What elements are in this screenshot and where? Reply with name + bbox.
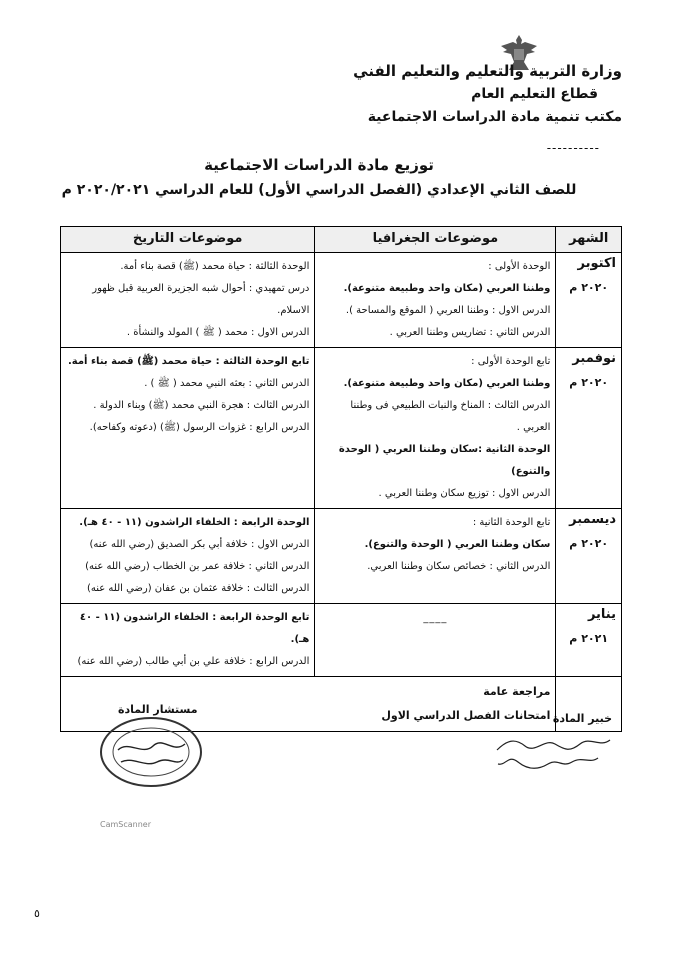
history-cell — [61, 604, 315, 677]
month-year: ٢٠٢٠ م — [569, 281, 609, 294]
history-cell — [61, 253, 315, 348]
geo-line: الدرس الثالث : المناخ والنبات الطبيعي فى وطننا العربي . — [350, 400, 551, 433]
geo-line: وطننا العربي (مكان واحد وطبيعة متنوعة). — [343, 283, 551, 294]
table-row — [61, 604, 622, 677]
ministry-name: وزارة التربية والتعليم والتعليم الفني — [353, 62, 622, 80]
hist-line: الوحدة الثالثة : حياة محمد (ﷺ) قصة بناء أمة. — [120, 261, 310, 272]
geo-line: الدرس الثاني : خصائص سكان وطننا العربي. — [367, 561, 551, 572]
hist-line: الدرس الاول : محمد ( ﷺ ) المولد والنشأة . — [126, 327, 310, 338]
geo-line: تابع الوحدة الثانية : — [472, 517, 551, 528]
ministry-header — [353, 60, 622, 129]
hist-line: الدرس الرابع : خلافة علي بن أبي طالب (رضي الله عنه) — [77, 656, 310, 667]
geo-line: تابع الوحدة الأولى : — [471, 356, 551, 367]
month-name: يناير — [587, 607, 616, 622]
month-name: نوفمبر — [572, 351, 616, 366]
hist-line: الوحدة الرابعة : الخلفاء الراشدون (١١ - ٤٠ هـ). — [79, 517, 310, 528]
geo-line: الدرس الاول : توزيع سكان وطننا العربي . — [378, 488, 551, 499]
page-number: ٥ — [34, 907, 40, 920]
month-name: ديسمبر — [569, 512, 616, 527]
schedule-table — [60, 226, 622, 732]
hist-line: الدرس الرابع : غزوات الرسول (ﷺ) (دعوته وكفاحه). — [89, 422, 310, 433]
header-history: موضوعات التاريخ — [61, 227, 315, 253]
document-subtitle: للصف الثاني الإعدادي (الفصل الدراسي الأول) للعام الدراسي ٢٠٢٠/٢٠٢١ م — [61, 182, 577, 198]
hist-line: تابع الوحدة الرابعة : الخلفاء الراشدون (١١ - ٤٠ هـ). — [79, 612, 310, 645]
hist-line: درس تمهيدي : أحوال شبه الجزيرة العربية قبل ظهور الاسلام. — [92, 283, 310, 316]
history-cell — [61, 348, 315, 509]
geography-cell — [315, 348, 556, 509]
hist-line: الدرس الاول : خلافة أبي بكر الصديق (رضي الله عنه) — [89, 539, 310, 550]
sector-name: قطاع التعليم العام — [471, 86, 598, 102]
hist-line: تابع الوحدة الثالثة : حياة محمد (ﷺ) قصة بناء أمة. — [67, 356, 310, 367]
month-year: ٢٠٢٠ م — [569, 537, 609, 550]
scanner-watermark: CamScanner — [100, 820, 152, 829]
separator: ---------- — [546, 141, 600, 155]
geography-cell — [315, 604, 556, 677]
table-row — [61, 348, 622, 509]
month-year: ٢٠٢١ م — [569, 632, 609, 645]
geo-line: سكان وطننا العربي ( الوحدة والتنوع). — [364, 539, 551, 550]
geo-line: وطننا العربي (مكان واحد وطبيعة متنوعة). — [343, 378, 551, 389]
document-title: توزيع مادة الدراسات الاجتماعية — [204, 156, 434, 174]
table-row — [61, 253, 622, 348]
geo-empty-dash: ____ — [423, 613, 448, 624]
month-cell — [556, 604, 622, 677]
month-cell — [556, 348, 622, 509]
hist-line: الدرس الثاني : بعثه النبي محمد ( ﷺ ) . — [144, 378, 310, 389]
hist-line: الدرس الثالث : خلافة عثمان بن عفان (رضي الله عنه) — [86, 583, 310, 594]
month-name: اكتوبر — [577, 256, 616, 271]
expert-signatures — [420, 728, 620, 776]
expert-label: خبير المادة — [552, 712, 612, 725]
month-cell — [556, 253, 622, 348]
header-geography: موضوعات الجغرافيا — [315, 227, 556, 253]
table-header-row — [61, 227, 622, 253]
office-name: مكتب تنمية مادة الدراسات الاجتماعية — [367, 109, 622, 125]
history-cell — [61, 509, 315, 604]
geo-line: الدرس الاول : وطننا العربي ( الموقع والمساحة ). — [345, 305, 551, 316]
geography-cell — [315, 509, 556, 604]
geo-line: الوحدة الأولى : — [488, 261, 551, 272]
geography-cell — [315, 253, 556, 348]
month-year: ٢٠٢٠ م — [569, 376, 609, 389]
month-cell — [556, 509, 622, 604]
hist-line: الدرس الثالث : هجرة النبي محمد (ﷺ) وبناء الدولة . — [93, 400, 310, 411]
review-line: مراجعة عامة — [483, 685, 551, 698]
hist-line: الدرس الثاني : خلافة عمر بن الخطاب (رضي الله عنه) — [85, 561, 310, 572]
review-line: امتحانات الفصل الدراسي الاول — [381, 709, 551, 722]
table-row — [61, 509, 622, 604]
geo-line: الوحدة الثانية :سكان وطننا العربي ( الوحدة والتنوع) — [338, 444, 551, 477]
geo-line: الدرس الثاني : تضاريس وطننا العربي . — [389, 327, 551, 338]
official-stamp — [96, 710, 206, 790]
advisor-label: مستشار المادة — [118, 703, 198, 716]
header-month: الشهر — [556, 227, 622, 253]
